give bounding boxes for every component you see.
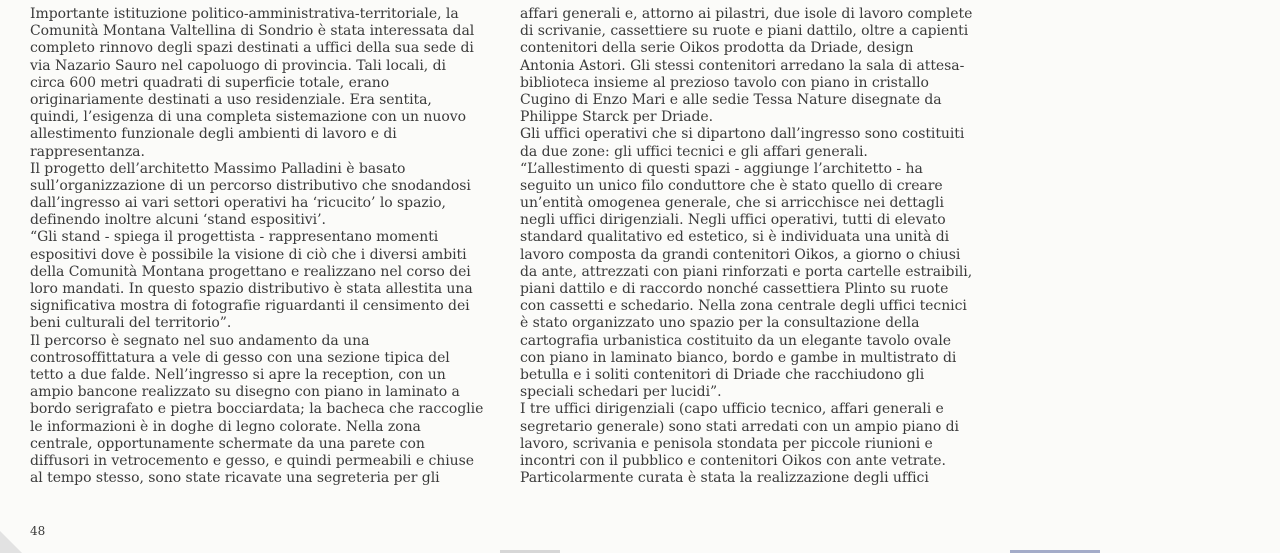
text-line: Il percorso è segnato nel suo andamento da una	[30, 332, 370, 349]
text-line: speciali schedari per lucidi”.	[520, 384, 722, 401]
text-line: al tempo stesso, sono state ricavate una segreteria per gli	[30, 470, 440, 487]
text-line: della Comunità Montana progettano e realizzano nel corso dei	[30, 263, 471, 280]
text-line: circa 600 metri quadrati di superficie totale, erano	[30, 74, 390, 91]
text-line: con cassetti e schedario. Nella zona centrale degli uffici tecnici	[520, 298, 967, 315]
text-line: rappresentanza.	[30, 143, 145, 160]
text-line: Importante istituzione politico-amministrativa-territoriale, la	[30, 6, 459, 22]
text-line: beni culturali del territorio”.	[30, 315, 232, 332]
text-line: betulla e i soliti contenitori di Driade che racchiudono gli	[520, 366, 925, 383]
text-line: standard qualitativo ed estetico, si è individuata una unità di	[520, 229, 950, 246]
text-line: Antonia Astori. Gli stessi contenitori arredano la sala di attesa-	[520, 57, 965, 74]
text-line: sull’organizzazione di un percorso distributivo che snodandosi	[30, 177, 471, 194]
text-line: di scrivanie, cassettiere su ruote e piani dattilo, oltre a capienti	[520, 23, 969, 40]
text-line: dall’ingresso ai vari settori operativi ha ‘ricucito’ lo spazio,	[30, 195, 446, 212]
text-line: Philippe Starck per Driade.	[520, 109, 714, 126]
text-line: tetto a due falde. Nell’ingresso si apre la reception, con un	[30, 366, 446, 383]
text-line: definendo inoltre alcuni ‘stand espositivi’.	[30, 212, 326, 229]
text-line: incontri con il pubblico e contenitori Oikos con ante vetrate.	[520, 452, 946, 469]
text-line: Il progetto dell’architetto Massimo Palladini è basato	[30, 160, 406, 177]
text-line: affari generali e, attorno ai pilastri, due isole di lavoro complete	[520, 6, 973, 22]
text-line: le informazioni è in doghe di legno colorate. Nella zona	[30, 418, 421, 435]
text-line: seguito un unico filo conduttore che è stato quello di creare	[520, 177, 943, 194]
text-line: completo rinnovo degli spazi destinati a uffici della sua sede di	[30, 40, 474, 57]
text-line: Gli uffici operativi che si dipartono dall’ingresso sono costituiti	[520, 126, 965, 143]
text-line: Comunità Montana Valtellina di Sondrio è stata interessata dal	[30, 23, 475, 40]
text-line: controsoffittatura a vele di gesso con una sezione tipica del	[30, 349, 450, 366]
text-line: centrale, opportunamente schermate da una parete con	[30, 435, 425, 452]
text-line: significativa mostra di fotografie riguardanti il censimento dei	[30, 298, 470, 315]
text-line: loro mandati. In questo spazio distributivo è stata allestita una	[30, 281, 473, 297]
text-line: quindi, l’esigenza di una completa sistemazione con un nuovo	[30, 109, 466, 126]
text-line: cartografia urbanistica costituito da un elegante tavolo ovale	[520, 332, 952, 349]
text-line: segretario generale) sono stati arredati con un ampio piano di	[520, 418, 959, 435]
text-line: da due zone: gli uffici tecnici e gli affari generali.	[520, 143, 868, 160]
text-column-right	[520, 6, 1010, 487]
text-line: da ante, attrezzati con piani rinforzati e porta cartelle estraibili,	[520, 263, 973, 280]
text-line: Cugino di Enzo Mari e alle sedie Tessa Nature disegnate da	[520, 91, 942, 108]
page-number: 48	[30, 524, 46, 538]
text-line: diffusori in vetrocemento e gesso, e quindi permeabili e chiuse	[30, 452, 475, 469]
text-line: via Nazario Sauro nel capoluogo di provincia. Tali locali, di	[30, 57, 446, 74]
text-line: contenitori della serie Oikos prodotta da Driade, design	[520, 40, 914, 57]
text-line: con piano in laminato bianco, bordo e gambe in multistrato di	[520, 349, 957, 366]
text-line: ampio bancone realizzato su disegno con piano in laminato a	[30, 384, 460, 401]
text-line: biblioteca insieme al prezioso tavolo con piano in cristallo	[520, 74, 929, 91]
scan-edge-mark	[0, 531, 22, 553]
text-line: un’entità omogenea generale, che si arricchisce nei dettagli	[520, 195, 944, 212]
text-line: Particolarmente curata è stata la realizzazione degli uffici	[520, 470, 929, 487]
text-line: “L’allestimento di questi spazi - aggiunge l’architetto - ha	[520, 160, 923, 177]
text-line: allestimento funzionale degli ambienti di lavoro e di	[30, 126, 397, 143]
text-line: bordo serigrafato e pietra bocciardata; la bacheca che raccoglie	[30, 401, 484, 418]
text-line: lavoro composta da grandi contenitori Oikos, a giorno o chiusi	[520, 246, 961, 263]
text-line: I tre uffici dirigenziali (capo ufficio tecnico, affari generali e	[520, 401, 944, 418]
text-line: è stato organizzato uno spazio per la consultazione della	[520, 315, 920, 332]
text-line: espositivi dove è possibile la visione di ciò che i diversi ambiti	[30, 246, 467, 263]
text-line: piani dattilo e di raccordo nonché cassettiera Plinto su ruote	[520, 281, 949, 297]
text-line: “Gli stand - spiega il progettista - rappresentano momenti	[30, 229, 439, 246]
text-column-left	[30, 6, 510, 487]
text-line: negli uffici dirigenziali. Negli uffici operativi, tutti di elevato	[520, 212, 946, 229]
text-line: originariamente destinati a uso residenziale. Era sentita,	[30, 91, 432, 108]
text-line: lavoro, scrivania e penisola stondata per piccole riunioni e	[520, 435, 933, 452]
